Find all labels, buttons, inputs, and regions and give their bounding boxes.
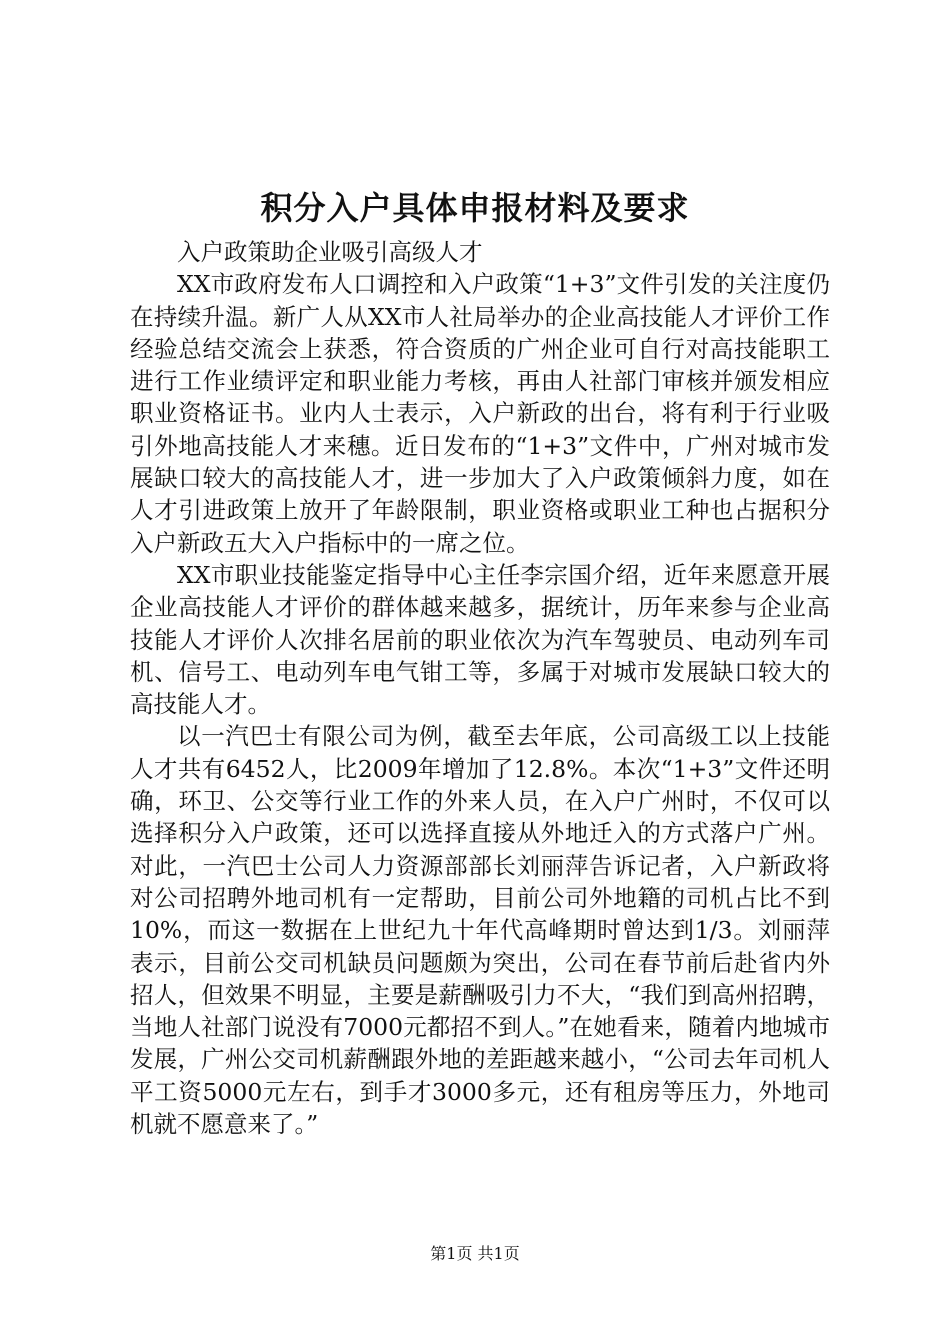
document-body	[130, 236, 830, 1140]
document-title: 积分入户具体申报材料及要求	[260, 189, 690, 227]
body-paragraph: XX市职业技能鉴定指导中心主任李宗国介绍，近年来愿意开展企业高技能人才评价的群体越来越多，据统计，历年来参与企业高技能人才评价人次排名居前的职业依次为汽车驾驶员、电动列车司机、信号工、电动列车电气钳工等，多属于对城市发展缺口较大的高技能人才。	[130, 560, 830, 719]
subtitle-paragraph: 入户政策助企业吸引高级人才	[177, 238, 483, 266]
body-paragraph: XX市政府发布人口调控和入户政策“1+3”文件引发的关注度仍在持续升温。新广人从XX市人社局举办的企业高技能人才评价工作经验总结交流会上获悉，符合资质的广州企业可自行对高技能职工进行工作业绩评定和职业能力考核，再由人社部门审核并颁发相应职业资格证书。业内人士表示，入户新政的出台，将有利于行业吸引外地高技能人才来穗。近日发布的“1+3”文件中，广州对城市发展缺口较大的高技能人才，进一步加大了入户政策倾斜力度，如在人才引进政策上放开了年龄限制，职业资格或职业工种也占据积分入户新政五大入户指标中的一席之位。	[130, 270, 830, 557]
page-footer: 第1页 共1页	[430, 1244, 520, 1263]
body-paragraph: 以一汽巴士有限公司为例，截至去年底，公司高级工以上技能人才共有6452人，比2009年增加了12.8%。本次“1+3”文件还明确，环卫、公交等行业工作的外来人员，在入户广州时，不仅可以选择积分入户政策，还可以选择直接从外地迁入的方式落户广州。对此，一汽巴士公司人力资源部部长刘丽萍告诉记者，入户新政将对公司招聘外地司机有一定帮助，目前公司外地籍的司机占比不到10%，而这一数据在上世纪九十年代高峰期时曾达到1/3。刘丽萍表示，目前公交司机缺员问题颇为突出，公司在春节前后赴省内外招人，但效果不明显，主要是薪酬吸引力不大，“我们到高州招聘，当地人社部门说没有7000元都招不到人。”在她看来，随着内地城市发展，广州公交司机薪酬跟外地的差距越来越小，“公司去年司机人平工资5000元左右，到手才3000多元，还有租房等压力，外地司机就不愿意来了。”	[130, 722, 830, 1139]
